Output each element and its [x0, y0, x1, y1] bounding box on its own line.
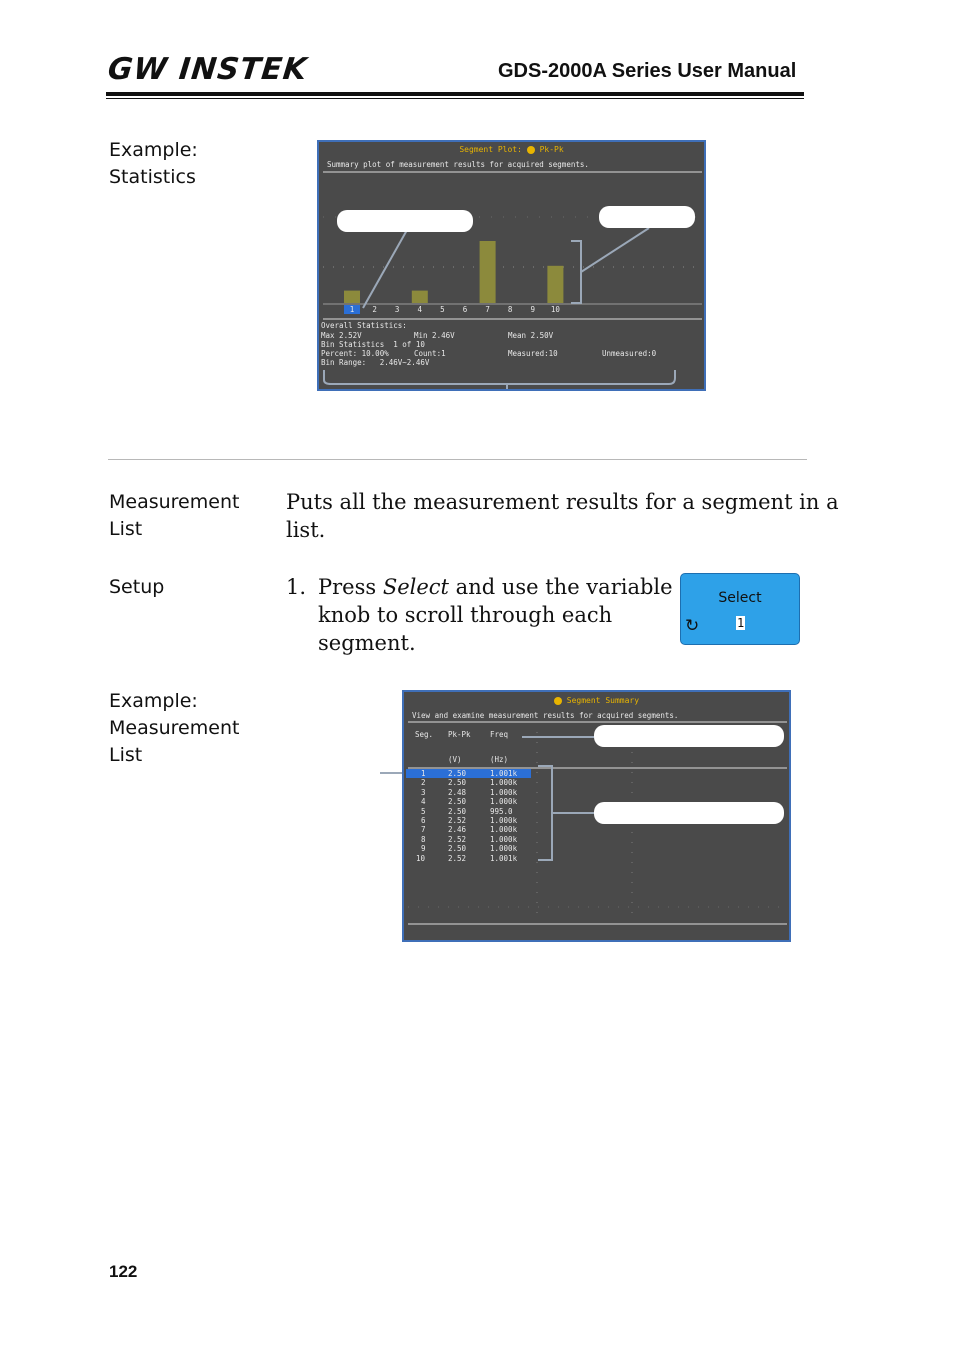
callout-box	[337, 210, 473, 232]
select-softkey-value: 1	[737, 616, 745, 630]
cell-pkpk: 2.50	[448, 844, 467, 854]
bin-label: 4	[417, 305, 423, 314]
example-measurement-list-label: Example: Measurement List	[109, 690, 240, 766]
table-row[interactable]	[406, 825, 531, 834]
cell-pkpk: 2.52	[448, 816, 467, 825]
cell-seg: 5	[421, 806, 426, 816]
brand-logo: GW INSTEK	[106, 52, 310, 87]
setup-step-text: Press Select and use the variable knob to scroll through each segment.	[318, 575, 673, 655]
cell-pkpk: 2.50	[448, 769, 467, 778]
callout-box	[594, 802, 784, 824]
bin-statistics-label: Bin Statistics 1 of 10	[321, 340, 425, 349]
bin-label: 8	[507, 305, 513, 314]
cell-freq: 1.000k	[490, 834, 518, 844]
segment-summary-subtitle: View and examine measurement results for acquired segments.	[412, 711, 679, 720]
section-separator	[108, 459, 807, 460]
table-row[interactable]	[406, 854, 531, 863]
select-softkey[interactable]	[680, 573, 800, 645]
stat-max: Max 2.52V	[321, 331, 362, 340]
overall-statistics-label: Overall Statistics:	[321, 321, 407, 330]
histogram-bars	[344, 241, 563, 303]
cell-seg: 7	[421, 825, 426, 835]
bin-label: 2	[372, 305, 377, 314]
bin-label: 5	[440, 305, 445, 314]
bin-label: 10	[550, 305, 560, 314]
cell-seg: 6	[421, 816, 426, 825]
info-icon	[554, 697, 562, 705]
cell-pkpk: 2.48	[448, 787, 467, 797]
cell-seg: 2	[421, 778, 426, 788]
cell-seg: 10	[416, 853, 426, 863]
table-row[interactable]	[406, 769, 531, 778]
table-row[interactable]	[406, 844, 531, 853]
measurement-list-label: Measurement List	[109, 491, 240, 540]
table-row[interactable]	[406, 778, 531, 787]
table-row[interactable]	[406, 797, 531, 806]
segment-plot-title: Segment Plot: Pk-Pk	[459, 145, 564, 154]
column-unit-freq: (Hz)	[490, 755, 509, 764]
column-header-pkpk: Pk-Pk	[448, 730, 471, 739]
cell-freq: 995.0	[490, 806, 513, 816]
cell-seg: 9	[421, 844, 426, 854]
cell-pkpk: 2.52	[448, 834, 467, 844]
table-row[interactable]	[406, 835, 531, 844]
example-statistics-label: Example: Statistics	[109, 139, 198, 188]
segment-plot-subtitle: Summary plot of measurement results for acquired segments.	[327, 160, 589, 169]
callout-box	[599, 206, 695, 228]
stat-percent: Percent: 10.00%	[321, 349, 389, 358]
callout-box	[594, 725, 784, 747]
column-unit-pkpk: (V)	[448, 755, 462, 764]
document-title: GDS-2000A Series User Manual	[498, 60, 797, 82]
stat-bin-range: Bin Range: 2.46V~2.46V	[321, 358, 430, 367]
table-row[interactable]	[406, 816, 531, 825]
header-rule-thin	[106, 98, 804, 99]
stat-count: Count:1	[414, 349, 446, 358]
bin-label: 1	[344, 305, 360, 314]
table-row[interactable]	[406, 788, 531, 797]
histogram-bar	[412, 291, 428, 303]
column-header-freq: Freq	[490, 730, 509, 739]
segment-summary-screen	[402, 690, 791, 942]
setup-label: Setup	[109, 576, 165, 598]
stat-unmeasured: Unmeasured:0	[602, 349, 657, 358]
cell-freq: 1.001k	[490, 769, 518, 778]
cell-seg: 3	[421, 787, 426, 797]
header-rule	[106, 92, 804, 96]
bin-label: 6	[462, 305, 468, 314]
cell-freq: 1.000k	[490, 778, 518, 788]
segment-summary-title: Segment Summary	[404, 696, 789, 705]
step-number: 1.	[286, 575, 307, 599]
cell-pkpk: 2.46	[448, 825, 467, 835]
cell-pkpk: 2.50	[448, 778, 467, 788]
table-row[interactable]	[406, 807, 531, 816]
page-number: 122	[109, 1262, 138, 1281]
cell-freq: 1.000k	[490, 816, 518, 825]
cell-freq: 1.000k	[490, 787, 518, 797]
bin-label: 9	[530, 305, 536, 314]
cell-seg: 4	[421, 797, 426, 807]
column-header-seg: Seg.	[415, 730, 434, 739]
select-softkey-label: Select	[718, 590, 762, 606]
stat-measured: Measured:10	[508, 349, 558, 358]
rotate-knob-icon: ↻	[685, 616, 700, 636]
stat-min: Min 2.46V	[414, 331, 455, 340]
cell-freq: 1.000k	[490, 797, 518, 807]
pointer-line	[380, 772, 404, 774]
cell-freq: 1.001k	[490, 853, 518, 863]
cell-pkpk: 2.52	[448, 853, 467, 863]
cell-seg: 8	[421, 834, 426, 844]
histogram-bar	[480, 241, 496, 303]
cell-pkpk: 2.50	[448, 806, 467, 816]
cell-seg: 1	[421, 769, 426, 778]
histogram-bar	[344, 291, 360, 303]
cell-freq: 1.000k	[490, 844, 518, 854]
info-icon	[527, 146, 535, 154]
segment-plot-screen	[317, 140, 706, 391]
bin-label: 3	[394, 305, 400, 314]
cell-freq: 1.000k	[490, 825, 518, 835]
cell-pkpk: 2.50	[448, 797, 467, 807]
stat-mean: Mean 2.50V	[508, 331, 554, 340]
bin-label: 7	[485, 305, 490, 314]
measurement-list-description: Puts all the measurement results for a segment in a list.	[286, 490, 839, 542]
histogram-bar	[547, 266, 563, 303]
